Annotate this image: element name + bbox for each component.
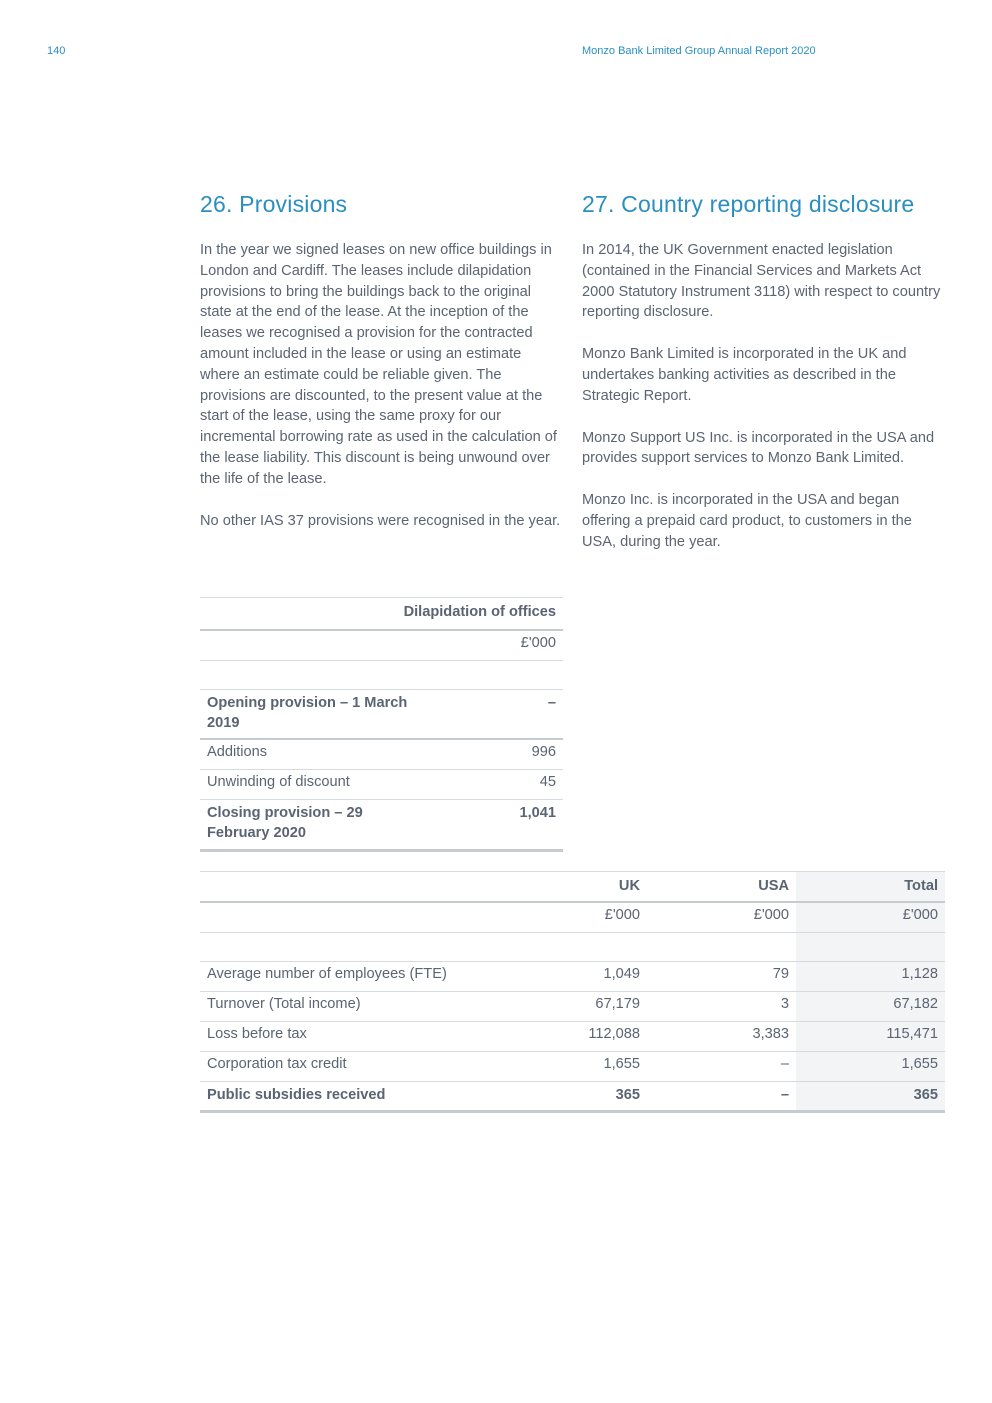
row-label: Additions	[200, 739, 420, 770]
cell-usa: –	[647, 1082, 796, 1112]
cell-uk: 1,655	[498, 1052, 647, 1082]
row-value: 996	[420, 739, 563, 770]
table-header-row	[200, 598, 563, 631]
table-row	[200, 1082, 945, 1112]
cell-uk: 67,179	[498, 992, 647, 1022]
table-row	[200, 962, 945, 992]
provisions-paragraph: In the year we signed leases on new office buildings in London and Cardiff. The leases include dilapidation provisions to bring the buildings back to the original state at the end of the lease. At the inception of the leases we recognised a provision for the contracted amount included in the lease or using an estimate where an estimate could be reliable given. The provisions are discounted, to the present value at the start of the lease, using the same proxy for our incremental borrowing rate as used in the calculation of the lease liability. This discount is being unwound over the life of the lease.	[200, 242, 557, 487]
country-section	[582, 190, 946, 574]
table-spacer-row	[200, 933, 945, 962]
table-row	[200, 739, 563, 770]
row-value: 1,041	[420, 800, 563, 851]
table-row	[200, 1052, 945, 1082]
row-value: –	[420, 690, 563, 740]
table-row	[200, 800, 563, 851]
country-paragraph: Monzo Inc. is incorporated in the USA and began offering a prepaid card product, to customers in the USA, during the year.	[582, 492, 912, 550]
unit-label: £'000	[420, 630, 563, 661]
country-paragraph: Monzo Bank Limited is incorporated in the UK and undertakes banking activities as described in the Strategic Report.	[582, 346, 907, 404]
row-label: Closing provision – 29 February 2020	[200, 800, 420, 851]
cell-uk: 365	[498, 1082, 647, 1112]
table-row	[200, 770, 563, 800]
cell-uk: 1,049	[498, 962, 647, 992]
provisions-table	[200, 597, 563, 852]
provisions-paragraph: No other IAS 37 provisions were recognised in the year.	[200, 512, 561, 529]
row-value: 45	[420, 770, 563, 800]
row-label: Public subsidies received	[200, 1082, 498, 1112]
row-label: Unwinding of discount	[200, 770, 420, 800]
cell-usa: 3	[647, 992, 796, 1022]
cell-total: 67,182	[796, 992, 945, 1022]
unit-label: £'000	[498, 902, 647, 933]
cell-usa: 79	[647, 962, 796, 992]
table-spacer-row	[200, 661, 563, 690]
country-paragraph: In 2014, the UK Government enacted legislation (contained in the Financial Services and Markets Act 2000 Statutory Instrument 3118) with respect to country reporting disclosure.	[582, 242, 941, 321]
table-unit-row	[200, 630, 563, 661]
row-label: Corporation tax credit	[200, 1052, 498, 1082]
table-row	[200, 992, 945, 1022]
cell-total: 365	[796, 1082, 945, 1112]
row-label: Average number of employees (FTE)	[200, 962, 498, 992]
cell-total: 115,471	[796, 1022, 945, 1052]
page-number: 140	[47, 45, 66, 57]
column-header-uk: UK	[498, 872, 647, 903]
cell-usa: 3,383	[647, 1022, 796, 1052]
unit-label: £'000	[796, 902, 945, 933]
column-header-total: Total	[796, 872, 945, 903]
table-header-row	[200, 872, 945, 903]
table-unit-row	[200, 902, 945, 933]
cell-total: 1,128	[796, 962, 945, 992]
column-header: Dilapidation of offices	[200, 598, 563, 631]
table-row	[200, 690, 563, 740]
row-label: Turnover (Total income)	[200, 992, 498, 1022]
unit-label: £'000	[647, 902, 796, 933]
running-title: Monzo Bank Limited Group Annual Report 2020	[582, 45, 816, 57]
provisions-heading: 26. Provisions	[200, 191, 348, 217]
provisions-section	[200, 190, 564, 552]
country-heading: 27. Country reporting disclosure	[582, 191, 915, 217]
cell-total: 1,655	[796, 1052, 945, 1082]
country-paragraph: Monzo Support US Inc. is incorporated in the USA and provides support services to Monzo Bank Limited.	[582, 429, 935, 467]
row-label: Loss before tax	[200, 1022, 498, 1052]
column-header-usa: USA	[647, 872, 796, 903]
row-label: Opening provision – 1 March 2019	[200, 690, 420, 740]
cell-uk: 112,088	[498, 1022, 647, 1052]
table-row	[200, 1022, 945, 1052]
cell-usa: –	[647, 1052, 796, 1082]
country-table	[200, 871, 945, 1113]
